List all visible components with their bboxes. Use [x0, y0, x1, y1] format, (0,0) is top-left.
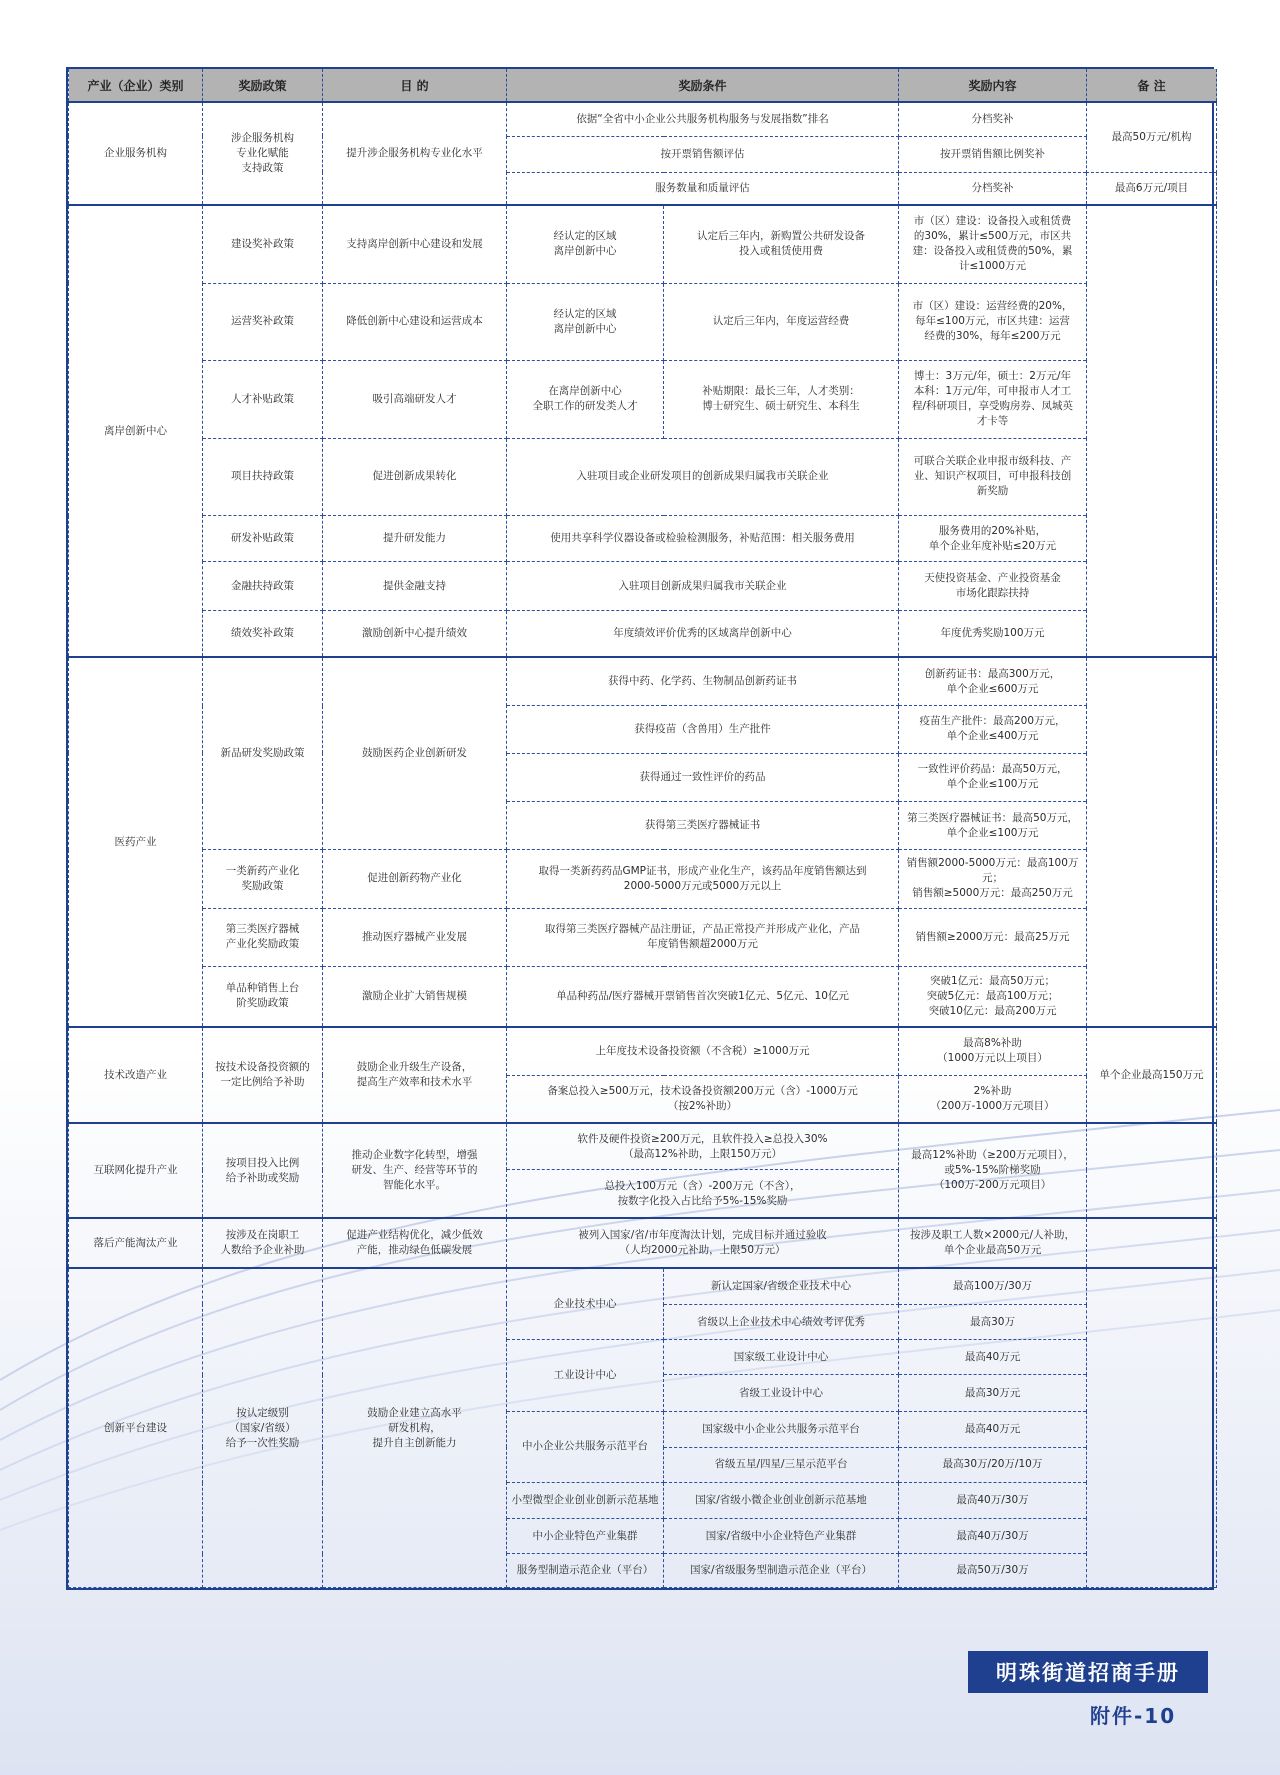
table-row — [69, 562, 1217, 610]
condition-cell: 获得通过一致性评价的药品 — [507, 753, 899, 801]
policy-cell: 人才补贴政策 — [203, 361, 323, 438]
purpose-cell: 鼓励企业建立高水平 研发机构， 提升自主创新能力 — [323, 1268, 507, 1587]
condition-cell: 获得中药、化学药、生物制品创新药证书 — [507, 657, 899, 705]
condition-detail-cell: 补贴期限：最长三年，人才类别： 博士研究生、硕士研究生、本科生 — [664, 361, 899, 438]
condition-cell: 取得第三类医疗器械产品注册证，产品正常投产并形成产业化，产品 年度销售额超2000万元 — [507, 908, 899, 966]
purpose-cell: 促进创新药物产业化 — [323, 850, 507, 908]
condition-cell: 国家级工业设计中心 — [664, 1340, 899, 1375]
reward-cell: 销售额2000-5000万元：最高100万元； 销售额≥5000万元：最高250万元 — [899, 850, 1087, 908]
header-policy: 奖励政策 — [203, 69, 323, 102]
condition-cell: 取得一类新药药品GMP证书，形成产业化生产，该药品年度销售额达到 2000-5000万元或5000万元以上 — [507, 850, 899, 908]
table-row — [69, 1218, 1217, 1268]
condition-cell: 年度绩效评价优秀的区域离岸创新中心 — [507, 610, 899, 657]
platform-name-cell: 企业技术中心 — [507, 1268, 664, 1339]
purpose-cell: 吸引高端研发人才 — [323, 361, 507, 438]
reward-cell: 分档奖补 — [899, 172, 1087, 204]
table-row — [69, 657, 1217, 705]
platform-name-cell: 中小企业特色产业集群 — [507, 1519, 664, 1554]
table-row — [69, 361, 1217, 438]
condition-detail-cell: 认定后三年内，年度运营经费 — [664, 283, 899, 360]
header-condition: 奖励条件 — [507, 69, 899, 102]
purpose-cell: 激励创新中心提升绩效 — [323, 610, 507, 657]
policy-cell: 一类新药产业化 奖励政策 — [203, 850, 323, 908]
condition-cell: 入驻项目或企业研发项目的创新成果归属我市关联企业 — [507, 438, 899, 515]
reward-cell: 最高40万/30万 — [899, 1519, 1087, 1554]
condition-cell: 新认定国家/省级企业技术中心 — [664, 1268, 899, 1304]
purpose-cell: 促进创新成果转化 — [323, 438, 507, 515]
note-cell: 单个企业最高150万元 — [1087, 1027, 1217, 1124]
policy-cell: 涉企服务机构 专业化赋能 支持政策 — [203, 102, 323, 205]
policy-cell: 金融扶持政策 — [203, 562, 323, 610]
condition-cell: 省级工业设计中心 — [664, 1375, 899, 1411]
condition-cell: 服务数量和质量评估 — [507, 172, 899, 204]
reward-cell: 第三类医疗器械证书：最高50万元， 单个企业≤100万元 — [899, 801, 1087, 849]
reward-cell: 市（区）建设：设备投入或租赁费 的30%，累计≤500万元，市区共 建：设备投入或租赁费的50%，累 计≤1000万元 — [899, 205, 1087, 284]
condition-cell: 入驻项目创新成果归属我市关联企业 — [507, 562, 899, 610]
category-cell: 医药产业 — [69, 657, 203, 1026]
condition-cell: 使用共享科学仪器设备或检验检测服务，补贴范围：相关服务费用 — [507, 516, 899, 562]
purpose-cell: 提供金融支持 — [323, 562, 507, 610]
condition-cell: 依据“全省中小企业公共服务机构服务与发展指数”排名 — [507, 102, 899, 136]
reward-cell: 2%补助 （200万-1000万元项目） — [899, 1075, 1087, 1123]
category-cell: 落后产能淘汰产业 — [69, 1218, 203, 1268]
note-cell — [1087, 205, 1217, 658]
purpose-cell: 推动企业数字化转型，增强 研发、生产、经营等环节的 智能化水平。 — [323, 1123, 507, 1218]
category-cell: 技术改造产业 — [69, 1027, 203, 1124]
condition-cell: 备案总投入≥500万元，技术设备投资额200万元（含）-1000万元 （按2%补助） — [507, 1075, 899, 1123]
purpose-cell: 提升涉企服务机构专业化水平 — [323, 102, 507, 205]
table-header-row — [69, 69, 1217, 102]
condition-target-cell: 在离岸创新中心 全职工作的研发类人才 — [507, 361, 664, 438]
reward-cell: 博士：3万元/年，硕士：2万元/年 本科：1万元/年，可申报市人才工 程/科研项目，享受购房券、凤城英 才卡等 — [899, 361, 1087, 438]
reward-cell: 最高8%补助 （1000万元以上项目） — [899, 1027, 1087, 1075]
condition-cell: 获得疫苗（含兽用）生产批件 — [507, 706, 899, 753]
condition-target-cell: 经认定的区域 离岸创新中心 — [507, 205, 664, 284]
policy-cell: 项目扶持政策 — [203, 438, 323, 515]
condition-cell: 国家/省级中小企业特色产业集群 — [664, 1519, 899, 1554]
note-cell: 最高6万元/项目 — [1087, 172, 1217, 204]
policy-cell: 运营奖补政策 — [203, 283, 323, 360]
reward-cell: 服务费用的20%补贴， 单个企业年度补贴≤20万元 — [899, 516, 1087, 562]
reward-cell: 最高12%补助（≥200万元项目）， 或5%-15%阶梯奖励 （100万-200万元项目） — [899, 1123, 1087, 1218]
reward-cell: 疫苗生产批件：最高200万元， 单个企业≤400万元 — [899, 706, 1087, 753]
reward-cell: 最高40万元 — [899, 1411, 1087, 1447]
platform-name-cell: 工业设计中心 — [507, 1340, 664, 1411]
header-note: 备 注 — [1087, 69, 1217, 102]
reward-cell: 销售额≥2000万元：最高25万元 — [899, 908, 1087, 966]
reward-cell: 最高40万元 — [899, 1340, 1087, 1375]
condition-cell: 国家/省级服务型制造示范企业（平台） — [664, 1554, 899, 1588]
condition-cell: 省级五星/四星/三星示范平台 — [664, 1447, 899, 1482]
policy-cell: 研发补贴政策 — [203, 516, 323, 562]
table-row — [69, 850, 1217, 908]
reward-cell: 最高30万 — [899, 1304, 1087, 1339]
policy-cell: 单品种销售上台 阶奖励政策 — [203, 966, 323, 1026]
platform-name-cell: 中小企业公共服务示范平台 — [507, 1411, 664, 1482]
policy-table-frame — [66, 67, 1214, 1590]
category-cell: 创新平台建设 — [69, 1268, 203, 1587]
table-row — [69, 283, 1217, 360]
condition-cell: 按开票销售额评估 — [507, 136, 899, 172]
purpose-cell: 提升研发能力 — [323, 516, 507, 562]
table-row — [69, 966, 1217, 1026]
reward-cell: 市（区）建设：运营经费的20%， 每年≤100万元，市区共建：运营 经费的30%，每年≤200万元 — [899, 283, 1087, 360]
reward-cell: 分档奖补 — [899, 102, 1087, 136]
platform-name-cell: 服务型制造示范企业（平台） — [507, 1554, 664, 1588]
page-number: 附件-10 — [1090, 1704, 1177, 1728]
table-row — [69, 1027, 1217, 1075]
reward-cell: 按开票销售额比例奖补 — [899, 136, 1087, 172]
category-cell: 企业服务机构 — [69, 102, 203, 205]
policy-cell: 按涉及在岗职工 人数给予企业补助 — [203, 1218, 323, 1268]
condition-cell: 被列入国家/省/市年度淘汰计划，完成目标并通过验收 （人均2000元补助，上限50万元） — [507, 1218, 899, 1268]
reward-cell: 天使投资基金、产业投资基金 市场化跟踪扶持 — [899, 562, 1087, 610]
condition-cell: 软件及硬件投资≥200万元，且软件投入≥总投入30% （最高12%补助，上限150万元） — [507, 1123, 899, 1169]
condition-detail-cell: 认定后三年内，新购置公共研发设备 投入或租赁使用费 — [664, 205, 899, 284]
table-row — [69, 1123, 1217, 1169]
table-row — [69, 438, 1217, 515]
purpose-cell: 降低创新中心建设和运营成本 — [323, 283, 507, 360]
condition-cell: 单品种药品/医疗器械开票销售首次突破1亿元、5亿元、10亿元 — [507, 966, 899, 1026]
reward-cell: 创新药证书：最高300万元， 单个企业≤600万元 — [899, 657, 1087, 705]
note-cell — [1087, 1218, 1217, 1268]
condition-cell: 上年度技术设备投资额（不含税）≥1000万元 — [507, 1027, 899, 1075]
purpose-cell: 促进产业结构优化，减少低效 产能，推动绿色低碳发展 — [323, 1218, 507, 1268]
header-reward: 奖励内容 — [899, 69, 1087, 102]
note-cell — [1087, 1123, 1217, 1218]
policy-cell: 新品研发奖励政策 — [203, 657, 323, 849]
policy-cell: 绩效奖补政策 — [203, 610, 323, 657]
category-cell: 互联网化提升产业 — [69, 1123, 203, 1218]
policy-cell: 按项目投入比例 给予补助或奖励 — [203, 1123, 323, 1218]
table-row — [69, 516, 1217, 562]
reward-cell: 一致性评价药品：最高50万元， 单个企业≤100万元 — [899, 753, 1087, 801]
table-row — [69, 1268, 1217, 1304]
table-row — [69, 205, 1217, 284]
reward-cell: 最高30万/20万/10万 — [899, 1447, 1087, 1482]
reward-cell: 最高30万元 — [899, 1375, 1087, 1411]
table-row — [69, 102, 1217, 136]
note-cell — [1087, 657, 1217, 1026]
condition-cell: 省级以上企业技术中心绩效考评优秀 — [664, 1304, 899, 1339]
reward-cell: 按涉及职工人数×2000元/人补助， 单个企业最高50万元 — [899, 1218, 1087, 1268]
condition-cell: 总投入100万元（含）-200万元（不含）， 按数字化投入占比给予5%-15%奖励 — [507, 1170, 899, 1218]
header-category: 产业（企业）类别 — [69, 69, 203, 102]
reward-cell: 突破1亿元：最高50万元； 突破5亿元：最高100万元； 突破10亿元：最高200万元 — [899, 966, 1087, 1026]
purpose-cell: 激励企业扩大销售规模 — [323, 966, 507, 1026]
policy-cell: 按认定级别 （国家/省级） 给予一次性奖励 — [203, 1268, 323, 1587]
reward-cell: 最高40万/30万 — [899, 1483, 1087, 1519]
header-purpose: 目 的 — [323, 69, 507, 102]
category-cell: 离岸创新中心 — [69, 205, 203, 658]
policy-cell: 按技术设备投资额的 一定比例给予补助 — [203, 1027, 323, 1124]
reward-cell: 可联合关联企业申报市级科技、产 业、知识产权项目，可申报科技创 新奖励 — [899, 438, 1087, 515]
reward-cell: 最高50万/30万 — [899, 1554, 1087, 1588]
condition-cell: 获得第三类医疗器械证书 — [507, 801, 899, 849]
platform-name-cell: 小型微型企业创业创新示范基地 — [507, 1483, 664, 1519]
purpose-cell: 推动医疗器械产业发展 — [323, 908, 507, 966]
note-cell: 最高50万元/机构 — [1087, 102, 1217, 172]
policy-cell: 第三类医疗器械 产业化奖励政策 — [203, 908, 323, 966]
purpose-cell: 支持离岸创新中心建设和发展 — [323, 205, 507, 284]
table-row — [69, 610, 1217, 657]
purpose-cell: 鼓励医药企业创新研发 — [323, 657, 507, 849]
reward-cell: 年度优秀奖励100万元 — [899, 610, 1087, 657]
table-row — [69, 908, 1217, 966]
policy-table — [68, 69, 1217, 1588]
note-cell — [1087, 1268, 1217, 1587]
policy-cell: 建设奖补政策 — [203, 205, 323, 284]
reward-cell: 最高100万/30万 — [899, 1268, 1087, 1304]
purpose-cell: 鼓励企业升级生产设备， 提高生产效率和技术水平 — [323, 1027, 507, 1124]
handbook-title-badge: 明珠街道招商手册 — [968, 1651, 1208, 1693]
policy-table-body — [69, 102, 1217, 1588]
condition-cell: 国家级中小企业公共服务示范平台 — [664, 1411, 899, 1447]
condition-target-cell: 经认定的区域 离岸创新中心 — [507, 283, 664, 360]
condition-cell: 国家/省级小微企业创业创新示范基地 — [664, 1483, 899, 1519]
